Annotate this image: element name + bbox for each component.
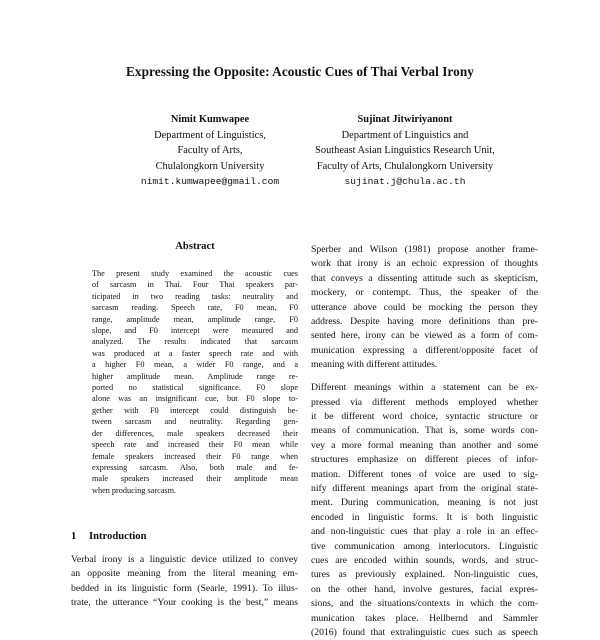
text-line: tween sarcasm and neutrality. Regarding gen- bbox=[92, 417, 298, 427]
text-line: encoded in linguistic forms. It is both linguistic bbox=[311, 511, 538, 523]
text-line: female speakers increased their F0 range when bbox=[92, 451, 298, 461]
text-line: on the other hand, involve gestures, facial expres- bbox=[311, 583, 538, 595]
text-line: of sarcasm in Thai. Four Thai speakers par- bbox=[92, 280, 298, 290]
abstract-heading: Abstract bbox=[175, 241, 215, 252]
text-line: trate, the utterance “Your cooking is the best,” means bbox=[71, 596, 298, 608]
text-line: nify different meanings apart from the original state- bbox=[311, 483, 538, 494]
text-line: ticipated in two reading tasks: neutrality and bbox=[92, 291, 298, 301]
author-affiliation-line: Department of Linguistics, bbox=[154, 129, 266, 141]
text-line: mockery, or contempt. Thus, the speaker of the bbox=[311, 287, 538, 299]
author-block-2 bbox=[290, 112, 520, 190]
text-line: sarcasm reading. Speech rate, F0 mean, F0 bbox=[92, 303, 298, 313]
text-line: bedded in its linguistic form (Searle, 1991). To illus- bbox=[71, 582, 298, 594]
text-line: range, amplitude mean, amplitude range, F0 bbox=[92, 314, 298, 324]
author-email[interactable]: sujinat.j@chula.ac.th bbox=[344, 176, 466, 187]
author-affiliation-line: Faculty of Arts, bbox=[177, 145, 243, 156]
paper-title: Expressing the Opposite: Acoustic Cues of Thai Verbal Irony bbox=[126, 64, 474, 79]
text-line: munication expressing a different/opposite facet of bbox=[311, 344, 538, 356]
text-line: means of communication. That is, some words con- bbox=[311, 425, 538, 437]
text-line: ported no statistical significance. F0 slope bbox=[92, 383, 298, 393]
text-line: a higher F0 mean, a wider F0 range, and a bbox=[92, 360, 298, 370]
author-name: Nimit Kumwapee bbox=[170, 114, 250, 125]
introduction-body bbox=[71, 553, 298, 610]
text-line: structures emphasize on different pieces of infor- bbox=[311, 454, 538, 466]
paragraph-different-meanings bbox=[311, 381, 538, 640]
text-line: that conveys a dissenting attitude such as skepticism, bbox=[311, 272, 538, 284]
text-line: utterance above could be mocking the person they bbox=[311, 301, 538, 313]
text-line: was produced at a faster speech rate and with bbox=[92, 348, 298, 358]
author-affiliation-line: Faculty of Arts, Chulalongkorn University bbox=[316, 160, 494, 172]
text-line: tive communication among interlocutors. Linguistic bbox=[311, 540, 538, 552]
text-line: munication takes place. Hellbernd and Sammler bbox=[311, 612, 538, 624]
text-line: tures as previously explained. Non-linguistic cues, bbox=[311, 569, 538, 581]
text-line: male speakers increased their amplitude mean bbox=[92, 474, 298, 484]
text-line: speech rate and increased their F0 mean while bbox=[92, 440, 298, 450]
text-line: sented here, irony can be viewed as a form of com- bbox=[311, 330, 538, 342]
text-line: address. Despite having more definitions than pre- bbox=[311, 316, 538, 328]
text-line: The present study examined the acoustic cues bbox=[92, 269, 298, 278]
text-line: alone was an insignificant cue, but F0 slope to- bbox=[92, 394, 298, 404]
author-affiliation-line: Southeast Asian Linguistics Research Unit, bbox=[315, 145, 495, 156]
text-line: der differences, male speakers decreased their bbox=[92, 428, 298, 438]
right-column bbox=[311, 243, 538, 640]
text-line: analyzed. The results indicated that sarcasm bbox=[92, 337, 298, 347]
section-number: 1 bbox=[71, 531, 77, 542]
author-email[interactable]: nimit.kumwapee@gmail.com bbox=[140, 176, 280, 187]
section-title: Introduction bbox=[89, 531, 147, 542]
author-affiliation-line: Chulalongkorn University bbox=[155, 160, 265, 172]
text-line: higher amplitude mean. Amplitude range re- bbox=[92, 371, 298, 381]
text-line: and non-linguistic cues that play a role in an effec- bbox=[311, 526, 538, 538]
text-line: Different meanings within a statement can be ex- bbox=[311, 382, 538, 394]
text-line: slope, and F0 intercept were measured and bbox=[92, 326, 298, 336]
text-line: ment. During communication, meaning is not just bbox=[311, 497, 538, 509]
text-line: meaning with different attitudes. bbox=[311, 359, 438, 371]
text-line: it be different word choice, syntactic structure or bbox=[311, 410, 538, 422]
text-line: gether with F0 intercept could distinguish be- bbox=[92, 405, 298, 415]
author-affiliation-line: Department of Linguistics and bbox=[341, 129, 469, 141]
text-line: work that irony is an echoic expression of thoughts bbox=[311, 258, 538, 270]
text-line: expressing sarcasm. Also, both male and fe- bbox=[92, 462, 298, 472]
text-line: when producing sarcasm. bbox=[92, 485, 177, 495]
text-line: sions, and the situations/contexts in which the com- bbox=[311, 598, 538, 610]
text-line: pressed via different methods employed whether bbox=[311, 396, 538, 408]
paragraph-irony-framework bbox=[311, 243, 538, 373]
text-line: mation. Different tones of voice are used to sig- bbox=[311, 468, 538, 480]
author-name: Sujinat Jitwiriyanont bbox=[357, 114, 453, 125]
section-heading-introduction bbox=[71, 531, 147, 542]
abstract-body bbox=[92, 268, 298, 496]
text-line: cues are encoded within sounds, words, and struc- bbox=[311, 555, 538, 567]
text-line: (2016) found that extralinguistic cues such as speech bbox=[311, 627, 538, 639]
author-block-1 bbox=[110, 112, 310, 190]
text-line: Sperber and Wilson (1981) propose another frame- bbox=[311, 244, 538, 255]
text-line: Verbal irony is a linguistic device utilized to convey bbox=[71, 554, 298, 565]
text-line: vey a more formal meaning than another and some bbox=[311, 439, 538, 451]
text-line: an opposite meaning from the literal meaning em- bbox=[71, 568, 298, 580]
